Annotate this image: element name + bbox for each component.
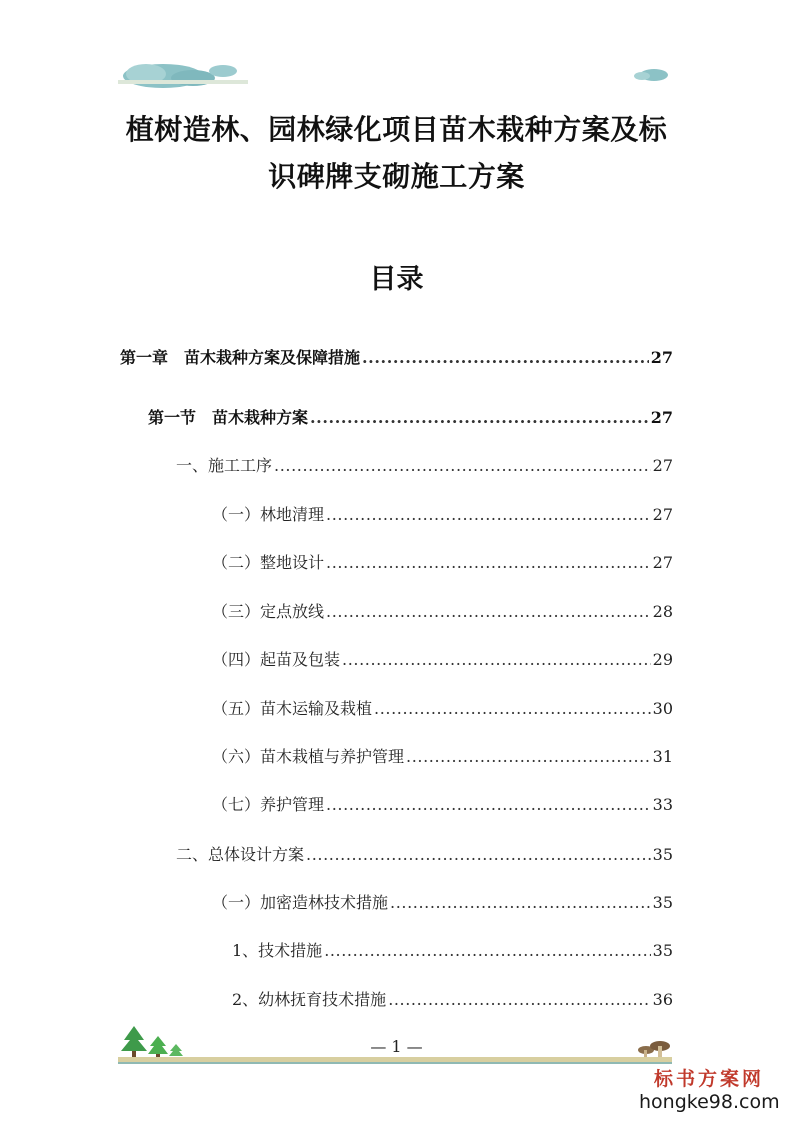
toc-entry-item[interactable] bbox=[232, 987, 673, 1011]
watermark-url: hongke98.com bbox=[639, 1091, 780, 1113]
toc-entry-page: 28 bbox=[652, 602, 673, 621]
toc-entry-item[interactable] bbox=[212, 696, 673, 720]
toc-entry-item[interactable] bbox=[232, 938, 673, 962]
toc-entry-item[interactable] bbox=[176, 842, 673, 866]
toc-entry-label: （二）整地设计 bbox=[212, 553, 325, 572]
toc-entry-chapter-1[interactable] bbox=[120, 345, 673, 369]
toc-entry-label: （五）苗木运输及栽植 bbox=[212, 699, 373, 718]
toc-leader-dots bbox=[306, 844, 651, 866]
toc-entry-label: （六）苗木栽植与养护管理 bbox=[212, 747, 405, 766]
toc-entry-item[interactable] bbox=[212, 599, 673, 623]
toc-leader-dots bbox=[406, 746, 651, 768]
toc-entry-page: 27 bbox=[652, 456, 673, 475]
toc-entry-page: 31 bbox=[652, 747, 673, 766]
toc-leader-dots bbox=[310, 407, 649, 429]
toc-leader-dots bbox=[274, 455, 651, 477]
toc-entry-label: （四）起苗及包装 bbox=[212, 650, 341, 669]
toc-entry-label: 一、施工工序 bbox=[176, 456, 273, 475]
toc-entry-page: 27 bbox=[650, 408, 673, 427]
toc-leader-dots bbox=[390, 892, 651, 914]
toc-leader-dots bbox=[326, 601, 651, 623]
document-title-line-2: 识碑牌支砌施工方案 bbox=[268, 160, 525, 193]
toc-entry-page: 35 bbox=[652, 893, 673, 912]
toc-leader-dots bbox=[362, 347, 649, 369]
page-number: — 1 — bbox=[370, 1037, 423, 1056]
toc-entry-page: 36 bbox=[652, 990, 673, 1009]
toc-leader-dots bbox=[374, 698, 651, 720]
toc-entry-page: 27 bbox=[652, 553, 673, 572]
toc-entry-label: （一）加密造林技术措施 bbox=[212, 893, 389, 912]
toc-entry-item[interactable] bbox=[212, 550, 673, 574]
watermark-title: 标书方案网 bbox=[653, 1068, 764, 1090]
toc-entry-page: 30 bbox=[652, 699, 673, 718]
toc-entry-page: 27 bbox=[650, 348, 673, 367]
toc-leader-dots bbox=[326, 504, 651, 526]
toc-entry-label: （三）定点放线 bbox=[212, 602, 325, 621]
toc-entry-label: 第一节 苗木栽种方案 bbox=[148, 408, 309, 427]
toc-entry-item[interactable] bbox=[212, 647, 673, 671]
toc-entry-section-1[interactable] bbox=[148, 405, 673, 429]
toc-entry-label: （一）林地清理 bbox=[212, 505, 325, 524]
toc-entry-label: （七）养护管理 bbox=[212, 795, 325, 814]
toc-entry-item[interactable] bbox=[212, 744, 673, 768]
toc-leader-dots bbox=[342, 649, 651, 671]
toc-entry-label: 第一章 苗木栽种方案及保障措施 bbox=[120, 348, 361, 367]
document-title-line-1: 植树造林、园林绿化项目苗木栽种方案及标 bbox=[125, 113, 668, 146]
toc-entry-page: 33 bbox=[652, 795, 673, 814]
toc-entry-page: 35 bbox=[652, 845, 673, 864]
toc-leader-dots bbox=[324, 940, 650, 962]
watermark bbox=[639, 1068, 779, 1114]
toc-entry-page: 27 bbox=[652, 505, 673, 524]
toc-leader-dots bbox=[388, 989, 650, 1011]
toc-entry-item[interactable] bbox=[212, 890, 673, 914]
toc-entry-label: 2、幼林抚育技术措施 bbox=[232, 990, 387, 1009]
toc-entry-item[interactable] bbox=[212, 792, 673, 816]
toc-leader-dots bbox=[326, 794, 651, 816]
toc-entry-page: 35 bbox=[652, 941, 673, 960]
toc-entry-item[interactable] bbox=[212, 502, 673, 526]
toc-entry-label: 1、技术措施 bbox=[232, 941, 323, 960]
toc-heading: 目录 bbox=[369, 264, 424, 295]
toc-entry-label: 二、总体设计方案 bbox=[176, 845, 305, 864]
toc-entry-item[interactable] bbox=[176, 453, 673, 477]
toc-leader-dots bbox=[326, 552, 651, 574]
toc-entry-page: 29 bbox=[652, 650, 673, 669]
ground-strip bbox=[118, 1057, 672, 1062]
